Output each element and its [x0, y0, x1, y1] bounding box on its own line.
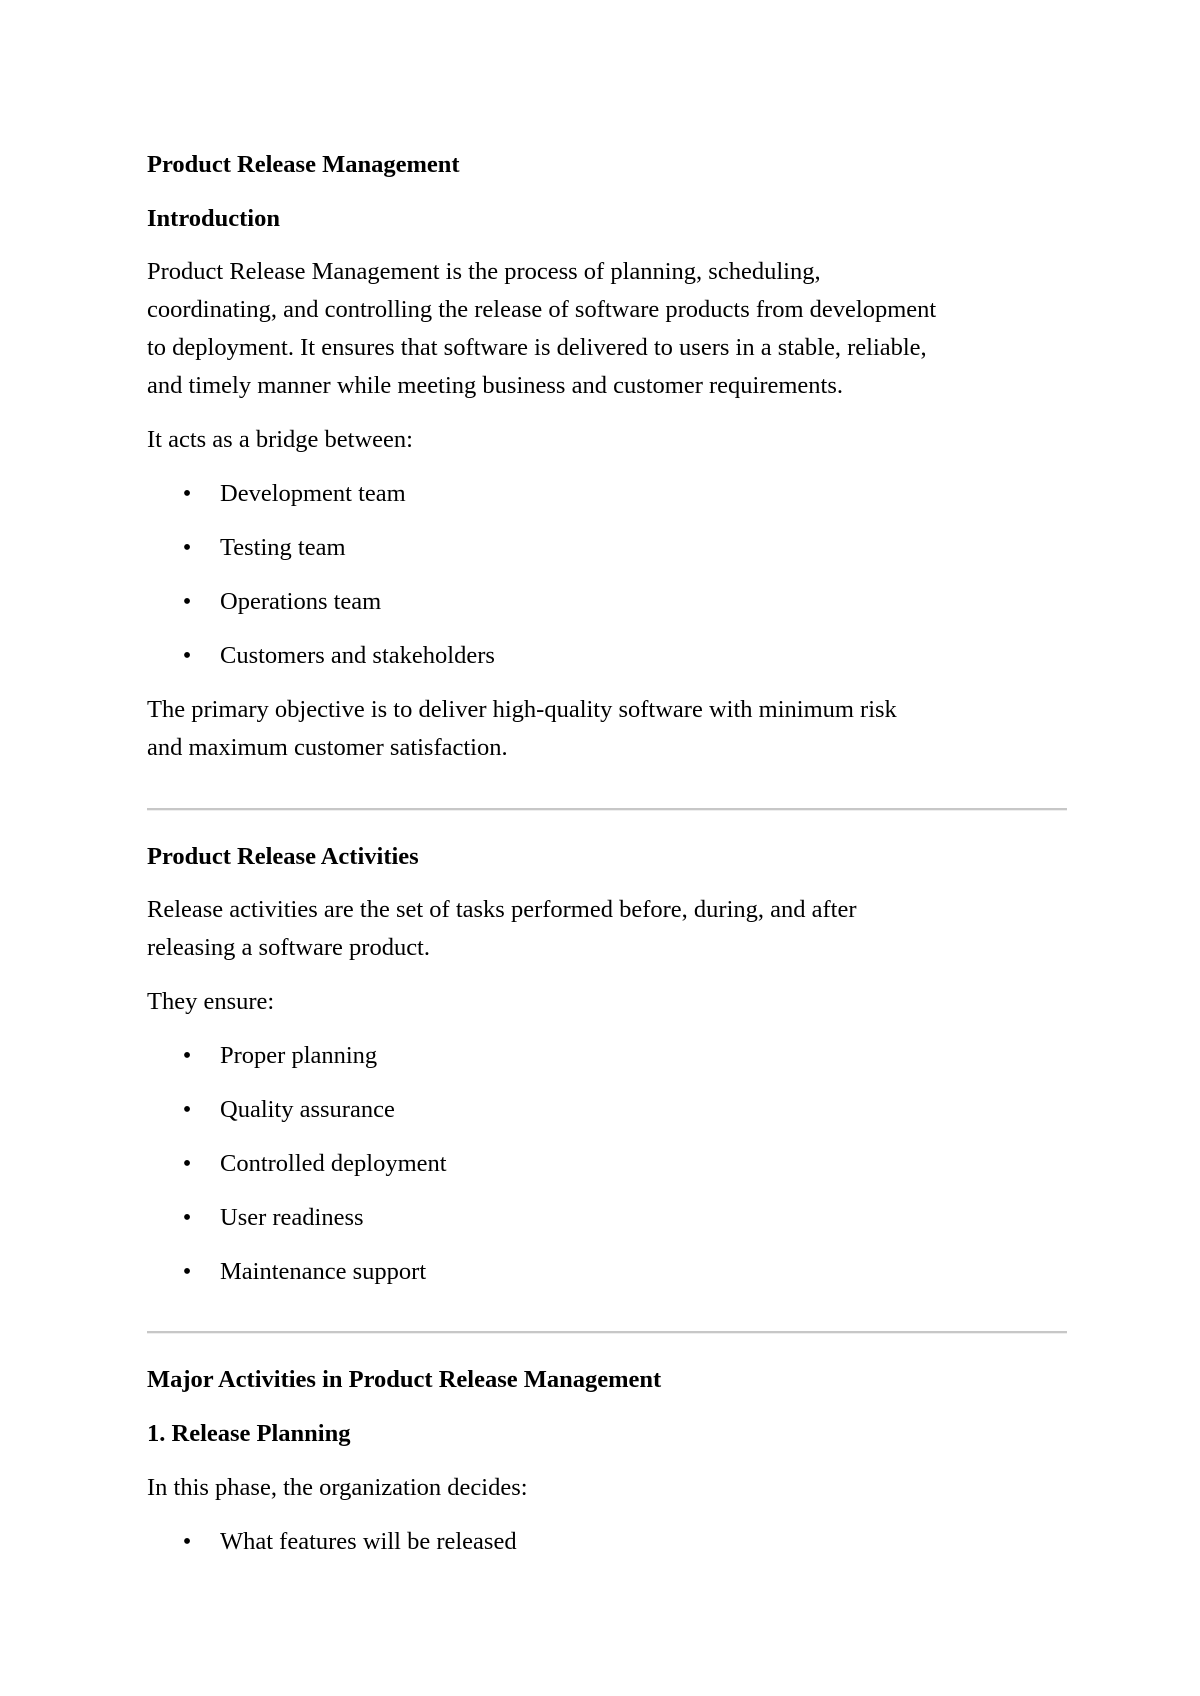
- list-item-text: Operations team: [220, 588, 382, 615]
- bullet-icon: •: [182, 1528, 192, 1555]
- bullet-icon: •: [182, 588, 192, 615]
- list-item: [147, 1199, 1047, 1237]
- bullet-icon: •: [182, 1204, 192, 1231]
- intro-paragraph-line: coordinating, and controlling the release of software products from development: [147, 296, 937, 323]
- bullet-icon: •: [182, 534, 192, 561]
- bullet-icon: •: [182, 642, 192, 669]
- list-item: [147, 583, 1047, 621]
- list-item-text: Development team: [220, 480, 406, 507]
- intro-heading: Introduction: [147, 205, 280, 232]
- list-item-text: Maintenance support: [220, 1258, 427, 1285]
- planning-lead: In this phase, the organization decides:: [147, 1474, 528, 1501]
- list-item: [147, 475, 1047, 513]
- activities-paragraph-line: Release activities are the set of tasks performed before, during, and after: [147, 896, 857, 923]
- ensure-lead: They ensure:: [147, 988, 275, 1015]
- list-item: [147, 529, 1047, 567]
- intro-paragraph-line: Product Release Management is the process of planning, scheduling,: [147, 258, 821, 285]
- bullet-icon: •: [182, 1042, 192, 1069]
- list-item: [147, 1091, 1047, 1129]
- document-title: Product Release Management: [147, 151, 460, 178]
- list-item-text: User readiness: [220, 1204, 364, 1231]
- bullet-icon: •: [182, 1096, 192, 1123]
- list-item-text: Controlled deployment: [220, 1150, 447, 1177]
- activities-heading: Product Release Activities: [147, 843, 419, 870]
- list-item: [147, 1523, 1047, 1561]
- activities-paragraph-line: releasing a software product.: [147, 934, 430, 961]
- section-divider: [147, 1331, 1067, 1334]
- list-item: [147, 1145, 1047, 1183]
- list-item: [147, 637, 1047, 675]
- list-item-text: What features will be released: [220, 1528, 517, 1555]
- bullet-icon: •: [182, 1258, 192, 1285]
- list-item-text: Customers and stakeholders: [220, 642, 495, 669]
- objective-line: The primary objective is to deliver high-quality software with minimum risk: [147, 696, 897, 723]
- objective-line: and maximum customer satisfaction.: [147, 734, 508, 761]
- intro-paragraph-line: and timely manner while meeting business and customer requirements.: [147, 372, 844, 399]
- major-heading: Major Activities in Product Release Management: [147, 1366, 662, 1393]
- list-item: [147, 1037, 1047, 1075]
- list-item: [147, 1253, 1047, 1291]
- bridge-lead: It acts as a bridge between:: [147, 426, 413, 453]
- list-item-text: Proper planning: [220, 1042, 378, 1069]
- bullet-icon: •: [182, 480, 192, 507]
- list-item-text: Testing team: [220, 534, 346, 561]
- list-item-text: Quality assurance: [220, 1096, 395, 1123]
- section-divider: [147, 808, 1067, 811]
- planning-heading: 1. Release Planning: [147, 1420, 351, 1447]
- bullet-icon: •: [182, 1150, 192, 1177]
- intro-paragraph-line: to deployment. It ensures that software is delivered to users in a stable, reliable,: [147, 334, 927, 361]
